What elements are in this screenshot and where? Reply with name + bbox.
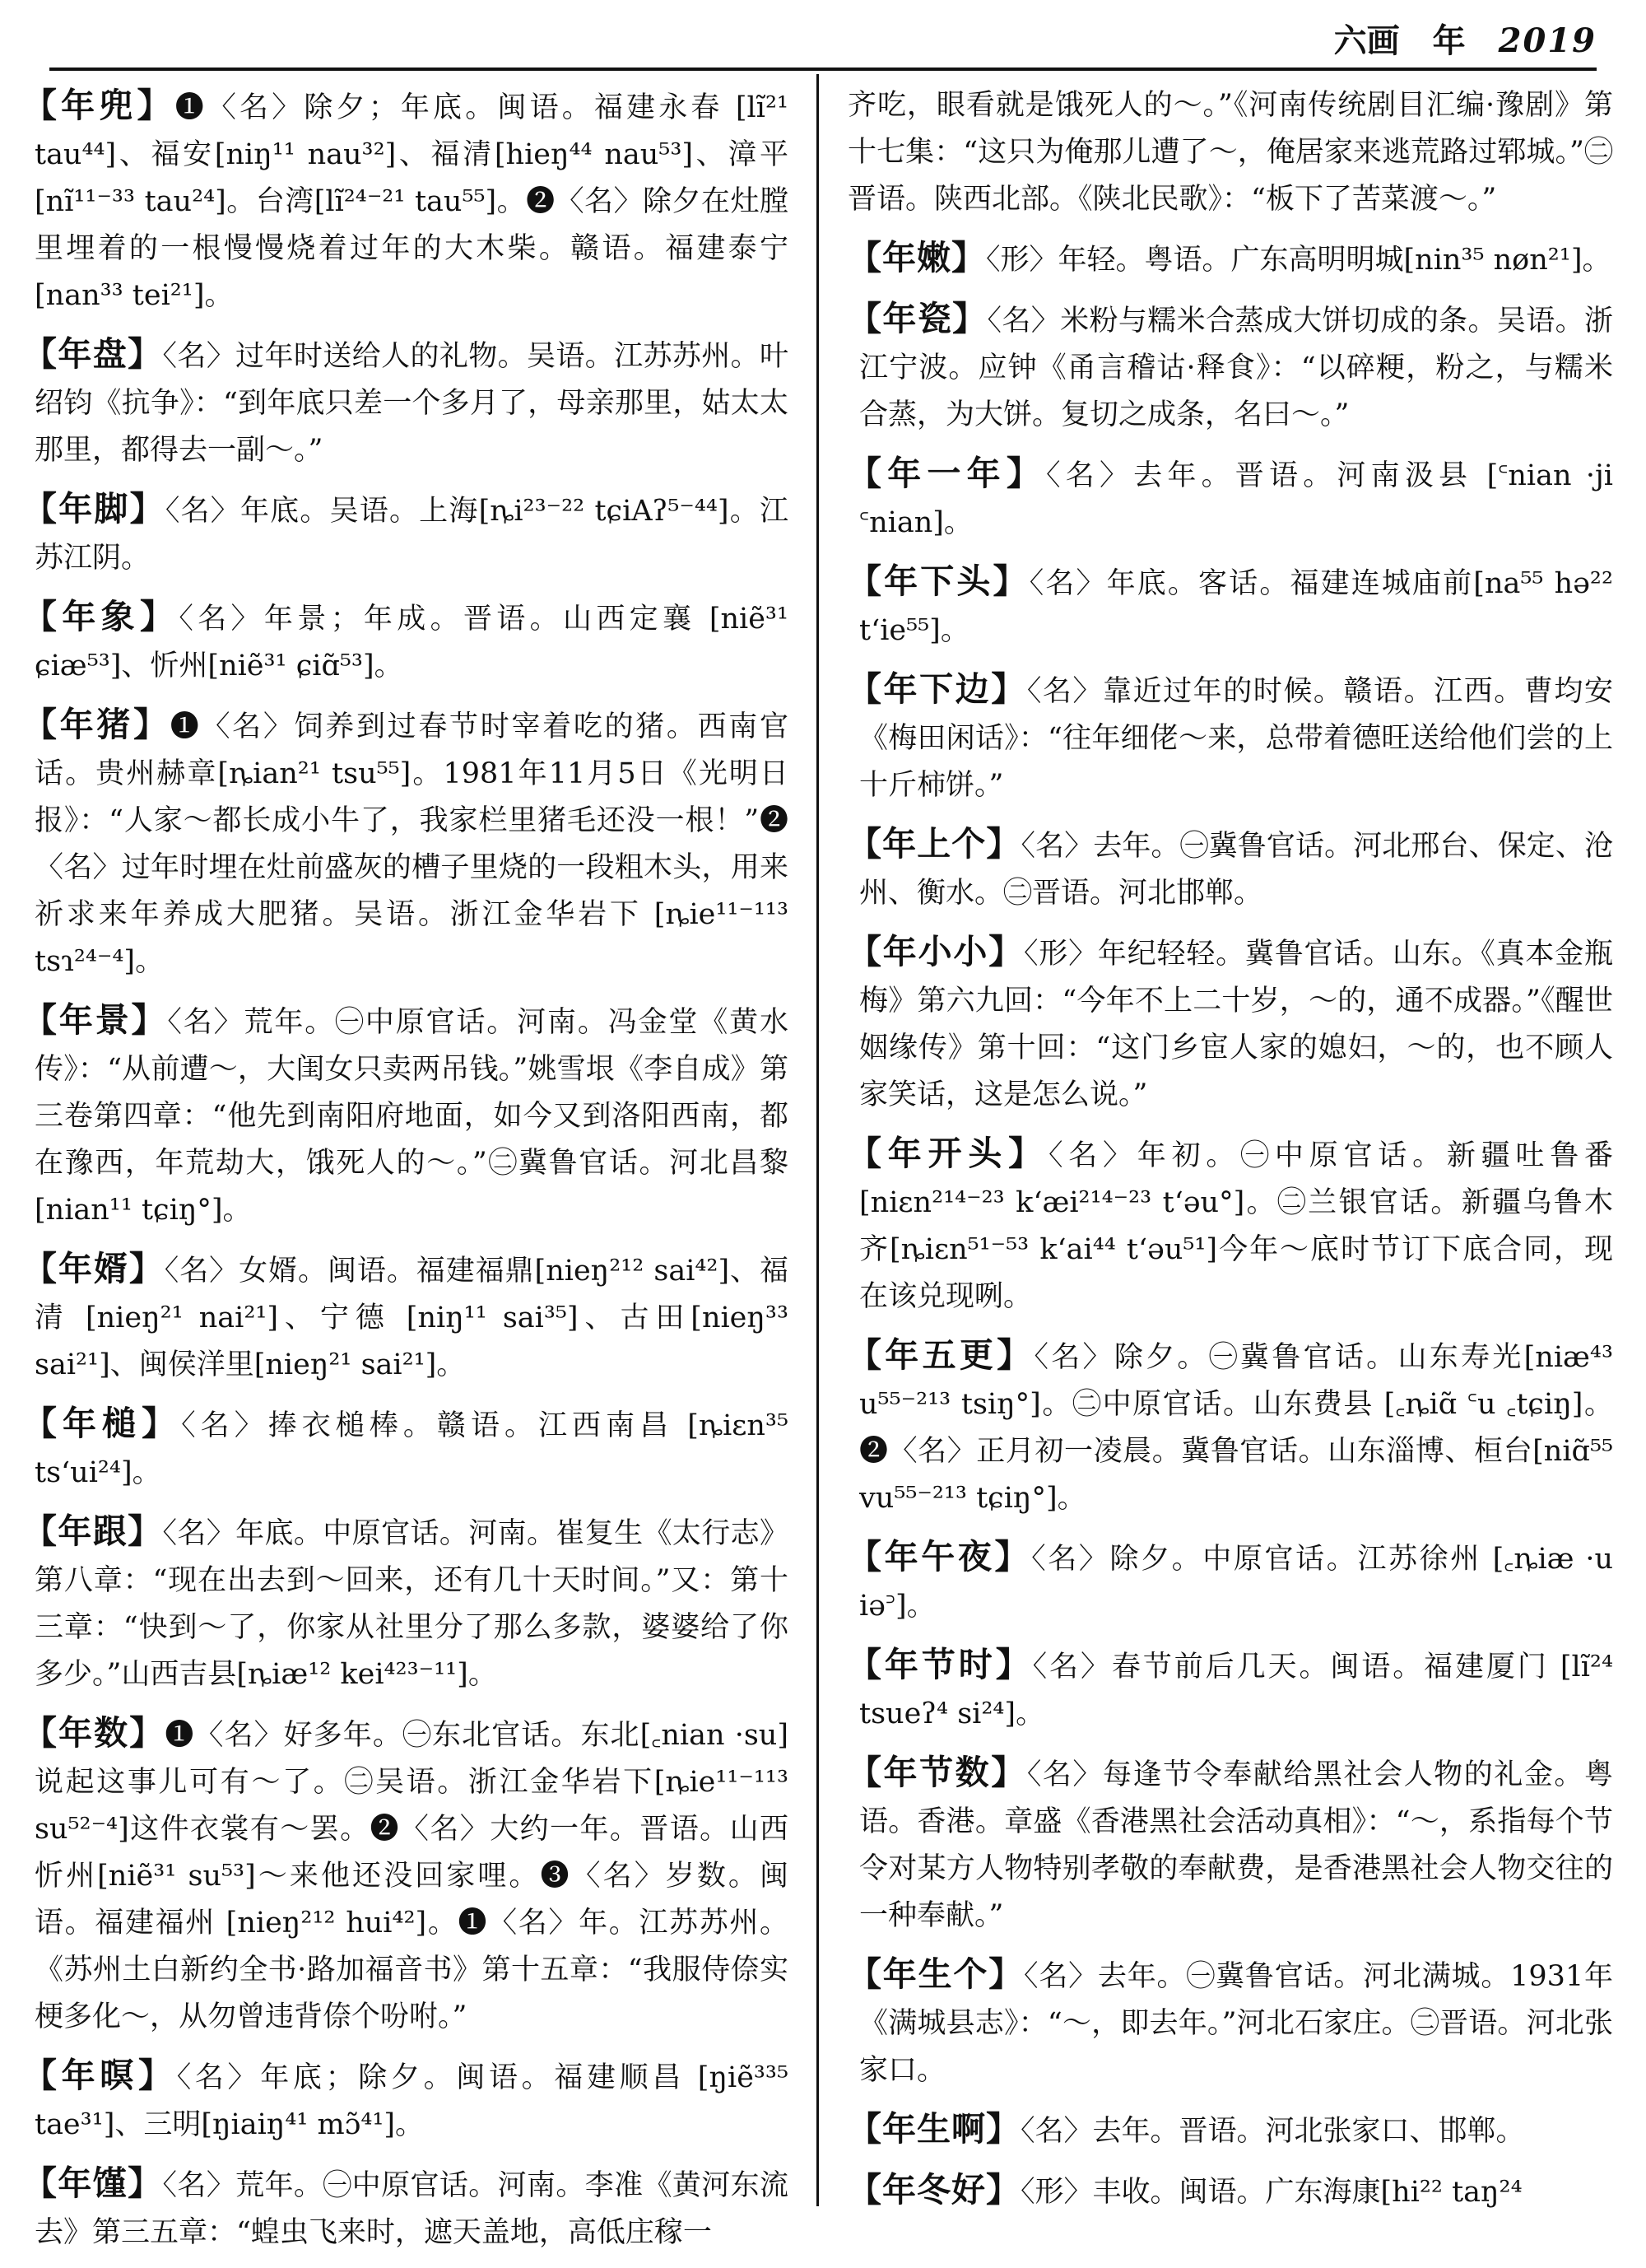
entry-headword: 【年景】: [23, 1000, 168, 1040]
entry-definition: 〈形〉年轻。粤语。广东高明明城[nin³⁵ nøn²¹]。: [986, 244, 1611, 277]
entry-headword: 【年开头】: [848, 1134, 1049, 1173]
entry-definition: 〈名〉除夕。中原官话。江苏徐州 [꜀ȵiæ ·u iə꜄]。: [859, 1543, 1613, 1623]
entry-headword: 【年馑】: [23, 2163, 163, 2203]
entry-headword: 【年猪】: [23, 705, 170, 744]
entry-definition: 〈名〉去年。㊀冀鲁官话。河北满城。1931年《满城县志》：“～，即去年。”河北石家庄。㊁晋语。河北张家口。: [859, 1960, 1614, 2087]
entry-headword: 【年生啊】: [848, 2109, 1021, 2149]
entry-headword: 【年午夜】: [848, 1537, 1032, 1576]
dictionary-entry: [23, 1400, 788, 1497]
entry-definition: 〈形〉年纪轻轻。冀鲁官话。山东。《真本金瓶梅》第六九回：“今年不上二十岁，～的，通不成器。”《醒世姻缘传》第十回：“这门乡宦人家的媳妇，～的，也不顾人家笑话，这是怎么说。”: [859, 938, 1613, 1111]
entry-headword: 【年兜】: [23, 86, 175, 125]
dictionary-entry: [23, 486, 788, 582]
dictionary-entry: [848, 296, 1613, 439]
entry-headword: 【年冬好】: [848, 2170, 1021, 2210]
entry-definition: 〈名〉年底；除夕。闽语。福建顺昌 [ŋiẽ³³⁵ tae³¹]、三明[ŋiaiŋ⁴¹ mɔ̃⁴¹]。: [35, 2061, 788, 2141]
entry-definition: 〈名〉年底。吴语。上海[ȵi²³⁻²² tɕiAʔ⁵⁻⁴⁴]。江苏江阴。: [35, 495, 788, 575]
dictionary-entry: [848, 82, 1613, 223]
entry-headword: 【年上个】: [848, 824, 1021, 864]
entry-headword: 【年婿】: [23, 1249, 165, 1288]
dictionary-entry: [23, 2052, 788, 2149]
entry-headword: 【年节数】: [848, 1753, 1027, 1792]
dictionary-entry: [848, 1749, 1613, 1940]
dictionary-entry: [848, 450, 1613, 547]
header-rule: [49, 68, 1597, 71]
entry-headword: 【年脚】: [23, 489, 165, 529]
right-column: [848, 82, 1613, 2228]
entry-headword: 【年五更】: [848, 1335, 1035, 1375]
entry-definition: 〈名〉去年。晋语。河南汲县 [꜂nian ·ji ꜂nian]。: [859, 459, 1613, 539]
entry-definition: 〈名〉每逢节令奉献给黑社会人物的礼金。粤语。香港。章盛《香港黑社会活动真相》：“～，系指每个节令对某方人物特别孝敬的奉献费，是香港黑社会人物交往的一种奉献。”: [859, 1758, 1613, 1932]
entry-definition: ❶〈名〉饲养到过春节时宰着吃的猪。西南官话。贵州赫章[ȵian²¹ tsu⁵⁵]。1981年11月5日《光明日报》：“人家～都长成小牛了，我家栏里猪毛还没一根！”❷〈名〉过年时埋在灶前盛灰的槽子里烧的一段粗木头，用来祈求来年养成大肥猪。吴语。浙江金华岩下 [ȵie¹¹⁻¹¹³ tsɿ²⁴⁻⁴]。: [35, 710, 788, 978]
dictionary-entry: [848, 1332, 1613, 1522]
entry-definition: 〈名〉年底。客话。福建连城庙前[na⁵⁵ hə²² t‘ie⁵⁵]。: [859, 567, 1613, 647]
entry-definition: ❶〈名〉除夕；年底。闽语。福建永春 [lĩ²¹ tau⁴⁴]、福安[niŋ¹¹ nau³²]、福清[hieŋ⁴⁴ nau⁵³]、漳平[nĩ¹¹⁻³³ tau²⁴]。台湾[lĩ²⁴⁻²¹ tau⁵⁵]。❷〈名〉除夕在灶膛里埋着的一根慢慢烧着过年的大木柴。赣语。福建泰宁 [nan³³ tei²¹]。: [35, 91, 788, 312]
entry-headword: 【年象】: [23, 597, 179, 636]
entry-definition: 〈名〉米粉与糯米合蒸成大饼切成的条。吴语。浙江宁波。应钟《甬言稽诂·释食》：“以碎粳，粉之，与糯米合蒸，为大饼。复切之成条，名曰～。”: [859, 305, 1614, 431]
entry-headword: 【年生个】: [848, 1954, 1025, 1994]
entry-headword: 【年槌】: [23, 1404, 182, 1443]
dictionary-entry: [23, 997, 788, 1234]
dictionary-entry: [23, 1710, 788, 2041]
entry-definition: 齐吃，眼看就是饿死人的～。”《河南传统剧目汇编·豫剧》第十七集：“这只为俺那儿遭了～，俺居家来逃荒路过郓城。”㊁晋语。陕西北部。《陕北民歌》：“板下了苦菜渡～。”: [848, 89, 1613, 216]
dictionary-entry: [23, 1508, 788, 1698]
dictionary-entry: [848, 666, 1613, 809]
entry-definition: 〈形〉丰收。闽语。广东海康[hi²² taŋ²⁴: [1021, 2176, 1523, 2209]
entry-headword: 【年小小】: [848, 932, 1024, 971]
entry-definition: 〈名〉荒年。㊀中原官话。河南。李准《黄河东流去》第三五章：“蝗虫飞来时，遮天盖地，高低庄稼一: [35, 2169, 789, 2249]
dictionary-entry: [23, 82, 788, 319]
entry-headword: 【年数】: [23, 1713, 165, 1753]
dictionary-entry: [848, 929, 1613, 1119]
dictionary-entry: [848, 2106, 1613, 2155]
entry-definition: 〈名〉年底。中原官话。河南。崔复生《太行志》第八章：“现在出去到～回来，还有几十天时间。”又：第十三章：“快到～了，你家从社里分了那么多款，婆婆给了你多少。”山西吉县[ȵiæ¹² kei⁴²³⁻¹¹]。: [35, 1517, 789, 1691]
entry-headword: 【年一年】: [848, 454, 1047, 493]
entry-definition: 〈名〉去年。晋语。河北张家口、邯郸。: [1021, 2115, 1525, 2148]
entry-definition: 〈名〉除夕。㊀冀鲁官话。山东寿光[niæ⁴³ u⁵⁵⁻²¹³ tsiŋ°]。㊁中原官话。山东费县 [꜀ȵiɑ̃ ꜂u ꜀tɕiŋ]。❷〈名〉正月初一凌晨。冀鲁官话。山东淄博、桓台[niɑ̃⁵⁵ vu⁵⁵⁻²¹³ tɕiŋ°]。: [859, 1341, 1613, 1515]
dictionary-entry: [848, 821, 1613, 917]
dictionary-entry: [23, 1246, 788, 1389]
header-character: 年: [1432, 21, 1466, 60]
section-label: 六画: [1333, 21, 1400, 60]
dictionary-entry: [848, 1130, 1613, 1320]
entry-headword: 【年下边】: [848, 669, 1027, 709]
entry-definition: 〈名〉荒年。㊀中原官话。河南。冯金堂《黄水传》：“从前遭～，大闺女只卖两吊钱。”姚雪垠《李自成》第三卷第四章：“他先到南阳府地面，如今又到洛阳西南，都在豫西，年荒劫大，饿死人的～。”㊁冀鲁官话。河北昌黎 [nian¹¹ tɕiŋ°]。: [35, 1006, 788, 1227]
running-head: [49, 15, 1597, 68]
dictionary-entry: [23, 594, 788, 690]
entry-definition: 〈名〉过年时送给人的礼物。吴语。江苏苏州。叶绍钧《抗争》：“到年底只差一个多月了，母亲那里，姑太太那里，都得去一副～。”: [35, 340, 789, 467]
entry-headword: 【年暝】: [23, 2056, 177, 2095]
page-number: 2019: [1498, 21, 1597, 60]
entry-definition: 〈名〉捧衣槌棒。赣语。江西南昌 [ȵiɛn³⁵ ts‘ui²⁴]。: [35, 1409, 788, 1489]
dictionary-entry: [848, 1951, 1613, 2094]
entry-definition: 〈名〉年景；年成。晋语。山西定襄 [niẽ³¹ ɕiæ⁵³]、忻州[niẽ³¹ ɕiɑ̃⁵³]。: [35, 603, 788, 682]
dictionary-entry: [23, 331, 788, 474]
dictionary-entry: [848, 558, 1613, 654]
entry-headword: 【年盘】: [23, 334, 163, 374]
entry-definition: ❶〈名〉好多年。㊀东北官话。东北[꜀nian ·su]说起这事儿可有～了。㊁吴语。浙江金华岩下[ȵie¹¹⁻¹¹³ su⁵²⁻⁴]这件衣裳有～罢。❷〈名〉大约一年。晋语。山西忻州[niẽ³¹ su⁵³]～来他还没回家哩。❸〈名〉岁数。闽语。福建福州 [nieŋ²¹² hui⁴²]。❶〈名〉年。江苏苏州。《苏州土白新约全书·路加福音书》第十五章：“我服侍倷实梗多化～，从勿曾违背倷个吩咐。”: [35, 1719, 789, 2033]
dictionary-entry: [23, 701, 788, 985]
entry-headword: 【年嫩】: [848, 238, 986, 277]
entry-headword: 【年节时】: [848, 1645, 1033, 1684]
entry-definition: 〈名〉靠近过年的时候。赣语。江西。曹均安《梅田闲话》：“往年细佬～来，总带着德旺送给他们尝的上十斤柿饼。”: [859, 675, 1613, 802]
entry-definition: 〈名〉去年。㊀冀鲁官话。河北邢台、保定、沧州、衡水。㊁晋语。河北邯郸。: [859, 830, 1613, 910]
dictionary-entry: [848, 1534, 1613, 1630]
entry-definition: 〈名〉年初。㊀中原官话。新疆吐鲁番[niɛn²¹⁴⁻²³ k‘æi²¹⁴⁻²³ t‘əu°]。㊁兰银官话。新疆乌鲁木齐[ȵiɛn⁵¹⁻⁵³ k‘ai⁴⁴ t‘əu⁵¹]今年～底时节订下底合同，现在该兑现咧。: [859, 1139, 1613, 1313]
entry-definition: 〈名〉女婿。闽语。福建福鼎[nieŋ²¹² sai⁴²]、福清 [nieŋ²¹ nai²¹]、宁德 [niŋ¹¹ sai³⁵]、古田[nieŋ³³ sai²¹]、闽侯洋里[nieŋ²¹ sai²¹]。: [35, 1255, 788, 1381]
entry-headword: 【年下头】: [848, 561, 1030, 601]
dictionary-entry: [848, 1642, 1613, 1738]
entry-headword: 【年跟】: [23, 1511, 163, 1551]
dictionary-entry: [848, 2167, 1613, 2216]
left-column: [23, 82, 788, 2268]
entry-headword: 【年瓷】: [848, 299, 988, 338]
dictionary-entry: [848, 235, 1613, 284]
entry-definition: 〈名〉春节前后几天。闽语。福建厦门 [lĩ²⁴ tsueʔ⁴ si²⁴]。: [859, 1651, 1613, 1730]
column-divider: [816, 74, 819, 2206]
dictionary-entry: [23, 2160, 788, 2256]
